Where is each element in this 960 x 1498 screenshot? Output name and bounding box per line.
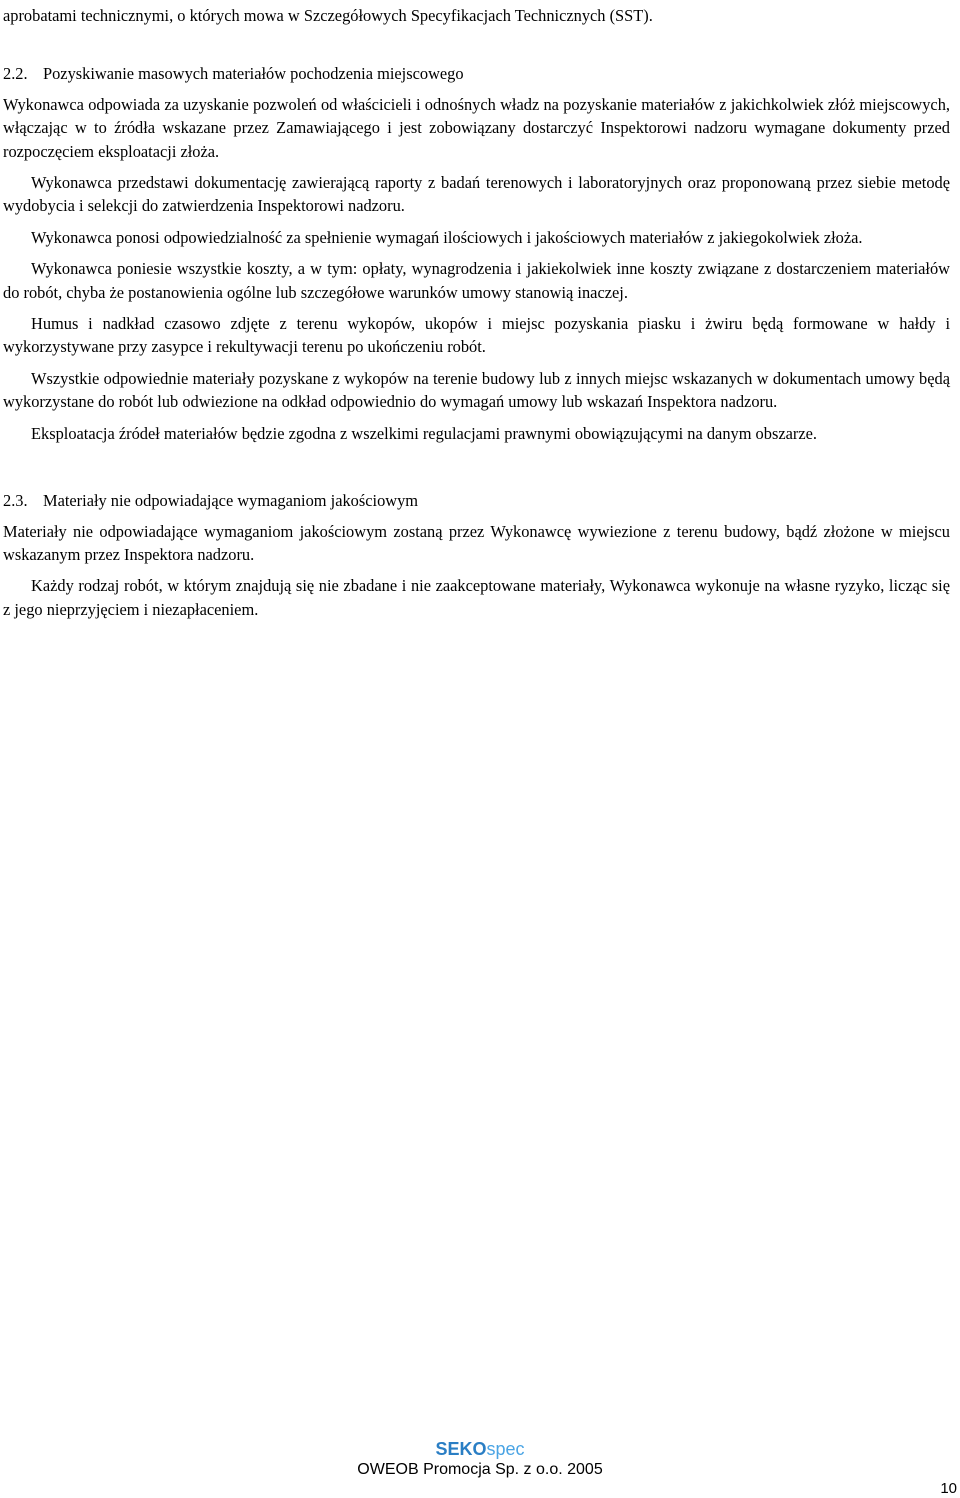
brand-name-bold: SEKO [435, 1439, 487, 1459]
paragraph: Humus i nadkład czasowo zdjęte z terenu wykopów, ukopów i miejsc pozyskania piasku i żwiru będą formowane w hałdy i wykorzystywane przy zasypce i rekultywacji terenu po ukończeniu robót. [3, 314, 950, 357]
paragraph: Wykonawca poniesie wszystkie koszty, a w tym: opłaty, wynagrodzenia i jakiekolwiek inne koszty związane z dostarczeniem materiałów do robót, chyba że postanowienia ogólne lub szczegółowe warunków umowy stanowią inaczej. [3, 259, 950, 302]
paragraph: Każdy rodzaj robót, w którym znajdują się nie zbadane i nie zaakceptowane materiały, Wykonawca wykonuje na własne ryzyko, licząc się z jego nieprzyjęciem i niezapłaceniem. [3, 576, 950, 619]
section-heading-2-2 [3, 62, 950, 85]
company-line: OWEOB Promocja Sp. z o.o. 2005 [357, 1461, 603, 1478]
page-number: 10 [940, 1480, 957, 1497]
brand-name-light: spec [486, 1439, 525, 1459]
lead-line: aprobatami technicznymi, o których mowa w Szczegółowych Specyfikacjach Technicznych (SST). [3, 6, 653, 25]
paragraph: Materiały nie odpowiadające wymaganiom jakościowym zostaną przez Wykonawcę wywiezione z terenu budowy, bądź złożone w miejscu wskazanym przez Inspektora nadzoru. [3, 521, 950, 564]
paragraph: Eksploatacja źródeł materiałów będzie zgodna z wszelkimi regulacjami prawnymi obowiązującymi na danym obszarze. [31, 423, 817, 443]
paragraph: Wykonawca ponosi odpowiedzialność za spełnienie wymagań ilościowych i jakościowych materiałów z jakiegokolwiek złoża. [31, 227, 863, 247]
paragraph: Wszystkie odpowiednie materiały pozyskane z wykopów na terenie budowy lub z innych miejsc wskazanych w dokumentach umowy będą wykorzystane do robót lub odwiezione na odkład odpowiednio do wymagań umowy lub wskazań Inspektora nadzoru. [3, 368, 950, 412]
paragraph: Wykonawca przedstawi dokumentację zawierającą raporty z badań terenowych i laboratoryjnych oraz proponowaną przez siebie metodę wydobycia i selekcji do zatwierdzenia Inspektorowi nadzoru. [3, 173, 950, 216]
section-number: 2.2. [3, 64, 28, 84]
paragraph: Wykonawca odpowiada za uzyskanie pozwoleń od właścicieli i odnośnych władz na pozyskanie materiałów z jakichkolwiek złóż miejscowych, włączając w to źródła wskazane przez Zamawiającego i jest zobowiązany dostarczyć Inspektorowi nadzoru wymagane dokumenty przed rozpoczęciem eksploatacji złoża. [3, 94, 950, 161]
page-footer [0, 1438, 960, 1480]
section-title: Pozyskiwanie masowych materiałów pochodzenia miejscowego [43, 64, 464, 84]
section-title: Materiały nie odpowiadające wymaganiom jakościowym [43, 491, 419, 511]
section-number: 2.3. [3, 491, 28, 511]
section-heading-2-3 [3, 489, 950, 512]
document-body [3, 4, 950, 621]
brand-logo [0, 1438, 960, 1460]
